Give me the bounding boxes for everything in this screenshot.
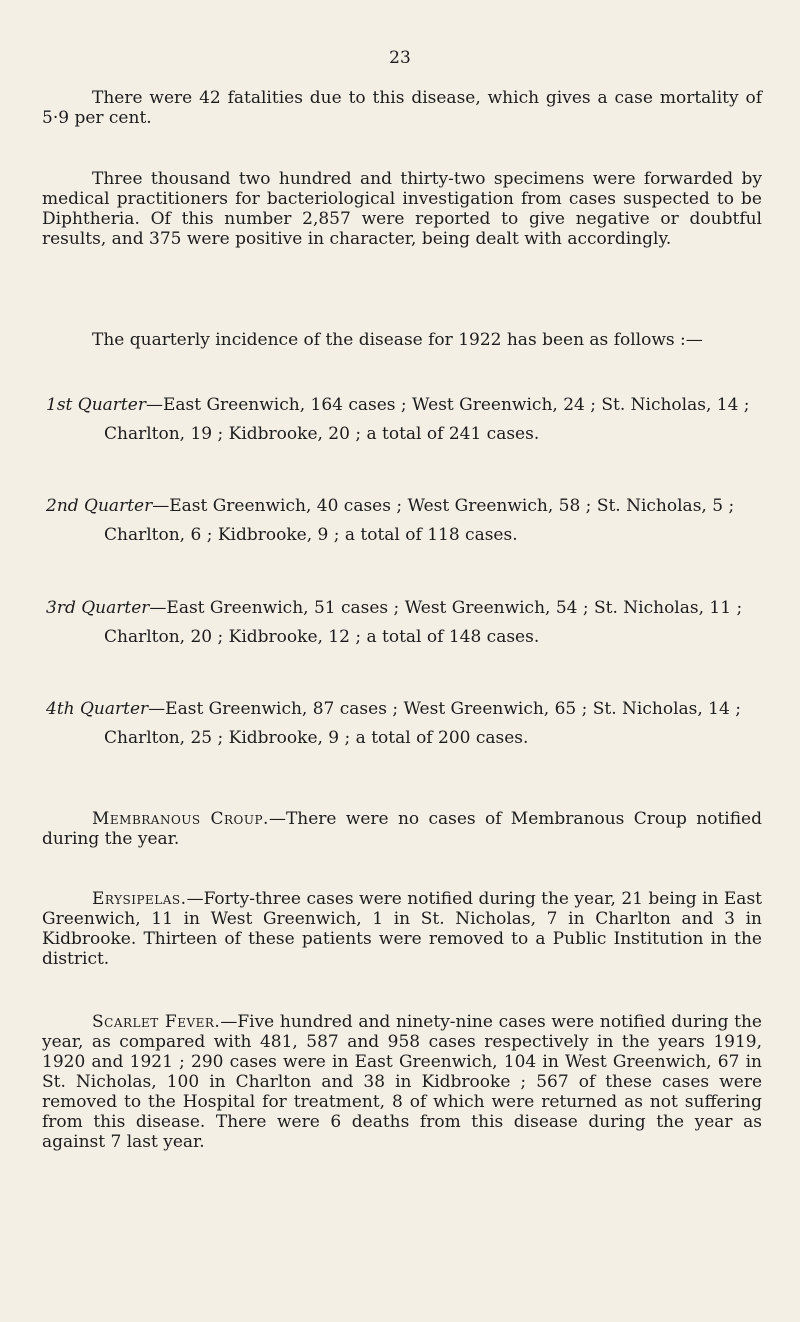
section-text: —Five hundred and ninety-nine cases were notified during the year, as compared with 481, 587 and 958 cases respectively in the years 1919, 1920 and 1921 ; 290 cases were in East Greenwich, 104 in West Greenwich, 67 in St. Nicholas, 100 in Charlton and 38 in Kidbrooke ; 567 of these cases were removed to the Hospital for treatment, 8 of which were returned as not suffering from this disease. There were 6 deaths from this disease during the year as against 7 last year.: [42, 1012, 762, 1152]
section-membranous-croup: [42, 809, 762, 849]
quarter-entry-1: [46, 391, 796, 449]
quarter-label: 4th Quarter: [46, 699, 149, 719]
section-heading: Membranous Croup.: [92, 809, 269, 829]
quarter-label: 2nd Quarter: [46, 496, 153, 516]
section-heading: Erysipelas.: [92, 889, 187, 909]
quarter-entry-2: [46, 492, 796, 550]
page-number: 23: [389, 48, 411, 68]
section-text: —There were no cases of Membranous Croup notified during the year.: [42, 809, 762, 849]
quarter-text: —East Greenwich, 87 cases ; West Greenwich, 65 ; St. Nicholas, 14 ; Charlton, 25 ; Kidbrooke, 9 ; a total of 200 cases.: [104, 699, 741, 748]
paragraph-specimens: Three thousand two hundred and thirty-two specimens were forwarded by medical practitioners for bacteriological investigation from cases suspected to be Diphtheria. Of this number 2,857 were reported to give negative or doubtful results, and 375 were positive in character, being dealt with accordingly.: [42, 169, 762, 249]
quarter-entry-3: [46, 594, 796, 652]
section-heading: Scarlet Fever.: [92, 1012, 221, 1032]
quarter-text: —East Greenwich, 51 cases ; West Greenwich, 54 ; St. Nicholas, 11 ; Charlton, 20 ; Kidbrooke, 12 ; a total of 148 cases.: [104, 598, 743, 647]
paragraph-quarterly-intro: The quarterly incidence of the disease for 1922 has been as follows :—: [92, 330, 703, 350]
paragraph-fatalities: There were 42 fatalities due to this disease, which gives a case mortality of 5·9 per cent.: [42, 88, 762, 128]
quarter-text: —East Greenwich, 40 cases ; West Greenwich, 58 ; St. Nicholas, 5 ; Charlton, 6 ; Kidbrooke, 9 ; a total of 118 cases.: [104, 496, 735, 545]
quarter-label: 1st Quarter: [46, 395, 146, 415]
section-text: —Forty-three cases were notified during the year, 21 being in East Greenwich, 11 in West Greenwich, 1 in St. Nicholas, 7 in Charlton and 3 in Kidbrooke. Thirteen of these patients were removed to a Public Institution in the district.: [42, 889, 762, 969]
section-erysipelas: [42, 889, 762, 969]
section-scarlet-fever: [42, 1012, 762, 1152]
quarter-text: —East Greenwich, 164 cases ; West Greenwich, 24 ; St. Nicholas, 14 ; Charlton, 19 ; Kidbrooke, 20 ; a total of 241 cases.: [104, 395, 750, 444]
quarter-label: 3rd Quarter: [46, 598, 150, 618]
quarter-entry-4: [46, 695, 796, 753]
